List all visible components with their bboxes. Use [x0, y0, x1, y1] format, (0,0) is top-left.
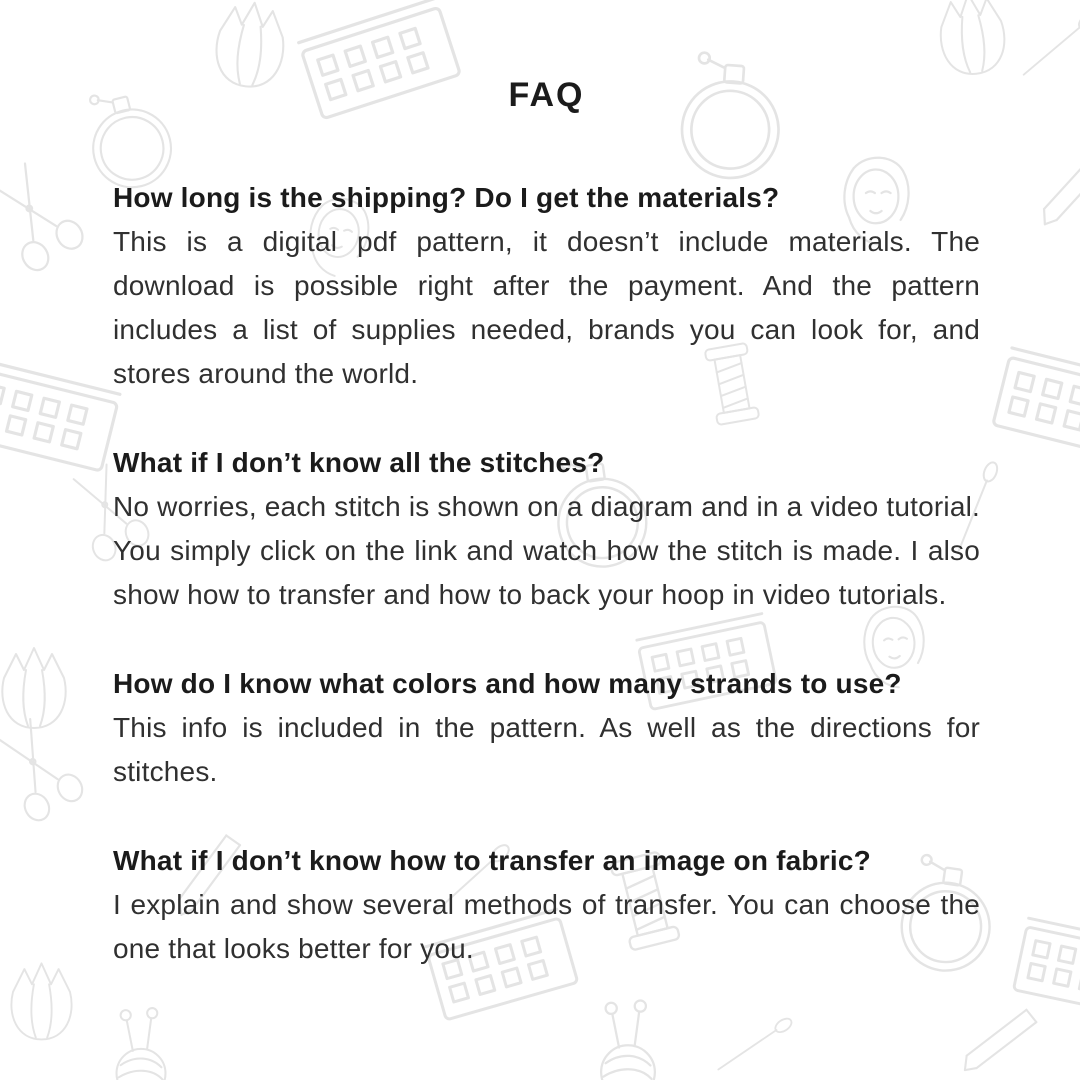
flower-bud-icon: [11, 963, 71, 1039]
sewing-machine-icon: [0, 360, 120, 471]
pen-icon: [1040, 140, 1080, 238]
faq-question: How long is the shipping? Do I get the materials?: [113, 182, 780, 213]
yarn-pins-icon: [117, 1008, 166, 1080]
faq-item: [113, 440, 980, 617]
faq-question: How do I know what colors and how many strands to use?: [113, 668, 902, 699]
page-title: FAQ: [508, 76, 585, 114]
scissors-icon: [0, 157, 88, 275]
faq-item: [113, 838, 980, 971]
faq-question: What if I don’t know all the stitches?: [113, 447, 605, 478]
faq-answer: I explain and show several methods of transfer. You can choose the one that looks better for you.: [113, 889, 980, 964]
needle-icon: [718, 1002, 795, 1080]
faq-answer: This info is included in the pattern. As well as the directions for stitches.: [113, 712, 980, 787]
flower-bud-icon: [2, 648, 65, 728]
faq-item: [113, 175, 980, 396]
yarn-pins-icon: [601, 1000, 655, 1080]
faq-item: [113, 661, 980, 794]
sewing-machine-icon: [993, 348, 1080, 459]
scissors-icon: [0, 713, 87, 825]
pen-icon: [960, 995, 1039, 1080]
needle-icon: [1024, 1, 1080, 86]
faq-answer: This is a digital pdf pattern, it doesn’t include materials. The download is possible right after the payment. And the pattern includes a list of supplies needed, brands you can look for, and stores around the world.: [113, 226, 980, 389]
faq-page: [113, 76, 980, 971]
sewing-machine-icon: [1013, 918, 1080, 1017]
faq-question: What if I don’t know how to transfer an image on fabric?: [113, 845, 871, 876]
faq-answer: No worries, each stitch is shown on a diagram and in a video tutorial. You simply click on the link and watch how the stitch is made. I also show how to transfer and how to back your hoop in video tutorials.: [113, 491, 980, 610]
flower-bud-icon: [937, 0, 1008, 77]
